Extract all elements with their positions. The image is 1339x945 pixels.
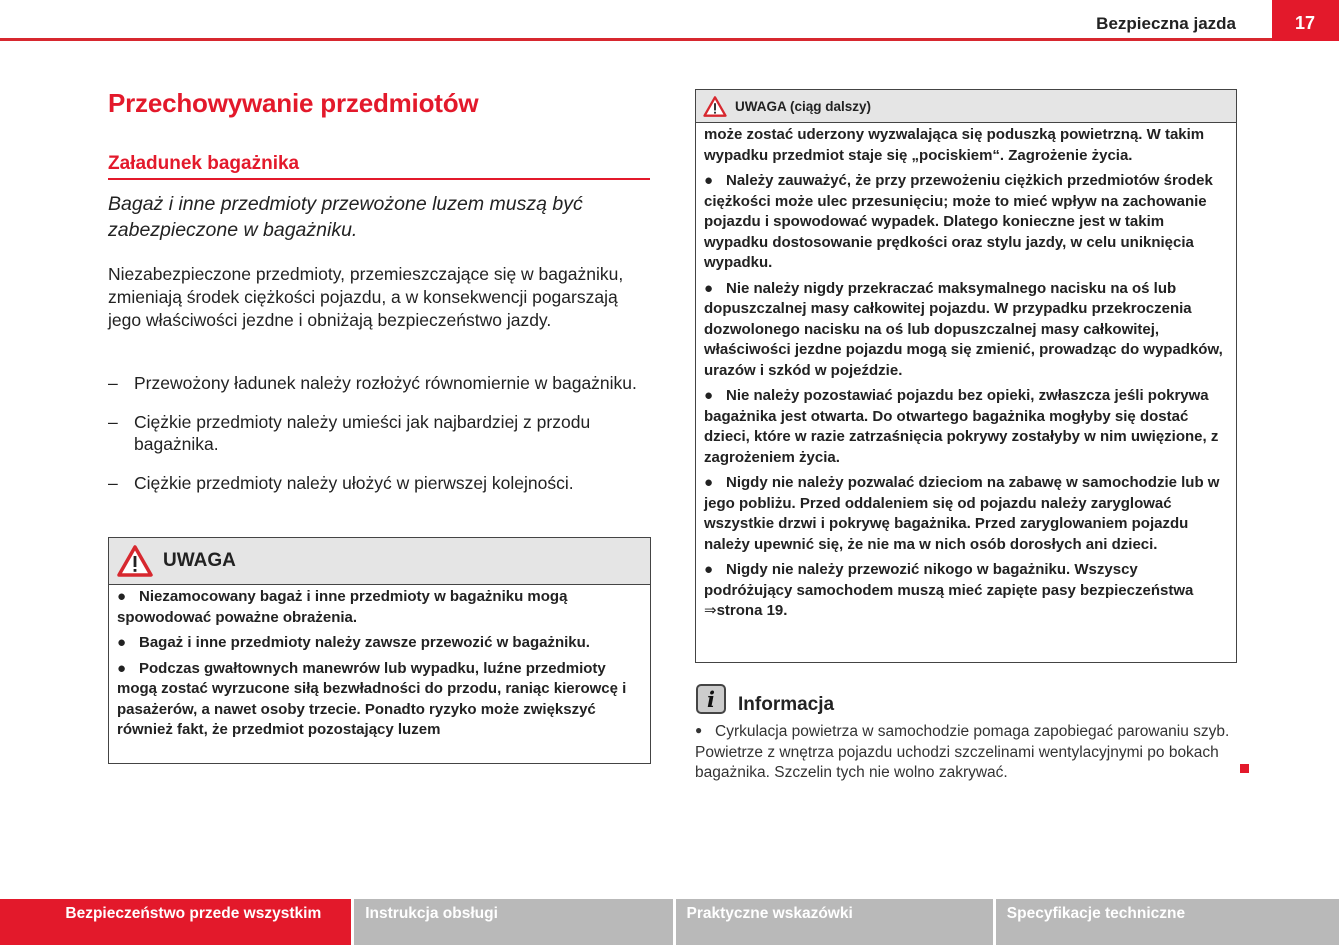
header-rule [0, 38, 1272, 41]
warning-item: ● Nie należy pozostawiać pojazdu bez opieki, zwłaszcza jeśli pokrywa bagażnika jest otwarta. Do otwartego bagażnika mogłyby się dostać dzieci, które w razie zatrzaśnięcia pokrywy zostałyby w nim uwięzione, z zagrożeniem życia. [704, 387, 1219, 466]
warning-label: UWAGA (ciąg dalszy) [735, 98, 872, 114]
dash-marker: – [108, 373, 118, 393]
warning-header [109, 538, 650, 585]
warning-box [108, 537, 651, 764]
arrow-icon: ⇒ [704, 602, 717, 619]
tab-instrukcja-obslugi[interactable]: Instrukcja obsługi [354, 899, 672, 945]
warning-continued-box [695, 89, 1237, 663]
warning-continuation: może zostać uderzony wyzwalająca się poduszką powietrzną. W takim wypadku przedmiot staje się „pociskiem“. Zagrożenie życia. [704, 126, 1205, 164]
body-paragraph: Niezabezpieczone przedmioty, przemieszczające się w bagażniku, zmieniają środek ciężkości pojazdu, a w konsekwencji pogarszają jego właściwości jezdne i obniżają bezpieczeństwo jazdy. [108, 264, 624, 330]
tab-praktyczne-wskazowki[interactable]: Praktyczne wskazówki [676, 899, 993, 945]
page-number: 17 [1272, 0, 1339, 41]
tab-specyfikacje-techniczne[interactable]: Specyfikacje techniczne [996, 899, 1339, 945]
dash-marker: – [108, 412, 118, 432]
chapter-tabs [0, 899, 1339, 945]
warning-item: ● Podczas gwałtownych manewrów lub wypadku, luźne przedmioty mogą zostać wyrzucone siłą bezwładności do przodu, raniąc kierowcę i pasażerów, a nawet osoby trzecie. Ponadto ryzyko może zwiększyć również fakt, że przedmiot pozostający luzem [117, 659, 627, 738]
warning-header [696, 90, 1236, 123]
warning-body [696, 123, 1236, 622]
info-title: Informacja [738, 694, 835, 715]
warning-item: ● Bagaż i inne przedmioty należy zawsze przewozić w bagażniku. [117, 634, 590, 651]
warning-body [109, 585, 650, 741]
warning-label: UWAGA [163, 550, 236, 571]
info-header [696, 682, 834, 716]
page-reference-link[interactable]: strona 19. [716, 602, 788, 619]
list-item: – Ciężkie przedmioty należy umieści jak najbardziej z przodu bagażnika. [108, 412, 591, 454]
info-text: ● Cyrkulacja powietrza w samochodzie pomaga zapobiegać parowaniu szyb. Powietrze z wnętrza pojazdu uchodzi szczelinami wentylacyjnymi po bokach bagażnika. Szczelin tych nie wolno zakrywać. [695, 723, 1230, 781]
list-item: – Przewożony ładunek należy rozłożyć równomiernie w bagażniku. [108, 373, 637, 393]
warning-triangle-icon [117, 545, 153, 577]
section-subtitle: Załadunek bagażnika [108, 153, 650, 180]
section-end-marker [1240, 764, 1249, 773]
page-title: Przechowywanie przedmiotów [108, 88, 479, 118]
list-item: – Ciężkie przedmioty należy ułożyć w pierwszej kolejności. [108, 473, 574, 493]
warning-triangle-icon [703, 96, 727, 117]
warning-item: ● Nigdy nie należy pozwalać dzieciom na zabawę w samochodzie lub w jego pobliżu. Przed oddaleniem się od pojazdu należy zaryglować wszystkie drzwi i pokrywę bagażnika. Przed zaryglowaniem pojazdu należy upewnić się, że nie ma w nich osób dorosłych ani dzieci. [704, 474, 1220, 553]
warning-item: ● Nigdy nie należy przewozić nikogo w bagażniku. Wszyscy podróżujący samochodem muszą mieć zapięte pasy bezpieczeństwa ⇒strona 19. [704, 561, 1194, 619]
warning-item: ● Należy zauważyć, że przy przewożeniu ciężkich przedmiotów środek ciężkości może ulec przesunięciu; może to mieć wpływ na zachowanie pojazdu i spowodować wypadek. Dlatego konieczne jest w takim wypadku dostosowanie prędkości oraz stylu jazdy, w celu uniknięcia wypadku. [704, 172, 1213, 271]
tab-bezpieczenstwo[interactable]: Bezpieczeństwo przede wszystkim [0, 899, 351, 945]
instruction-list [108, 372, 653, 511]
warning-item: ● Niezamocowany bagaż i inne przedmioty w bagażniku mogą spowodować poważne obrażenia. [117, 588, 568, 626]
intro-text: Bagaż i inne przedmioty przewożone luzem muszą być zabezpieczone w bagażniku. [108, 193, 583, 241]
dash-marker: – [108, 473, 118, 493]
section-title: Bezpieczna jazda [1096, 14, 1236, 33]
info-icon: i [696, 684, 726, 714]
warning-item: ● Nie należy nigdy przekraczać maksymalnego nacisku na oś lub dopuszczalnej masy całkowitej pojazdu. W przypadku przekroczenia dozwolonego nacisku na oś lub dopuszczalnej masy całkowitej, właściwości jezdne pojazdu mogą się zmienić, prowadząc do wypadków, urazów i szkód w pojeździe. [704, 279, 1223, 379]
